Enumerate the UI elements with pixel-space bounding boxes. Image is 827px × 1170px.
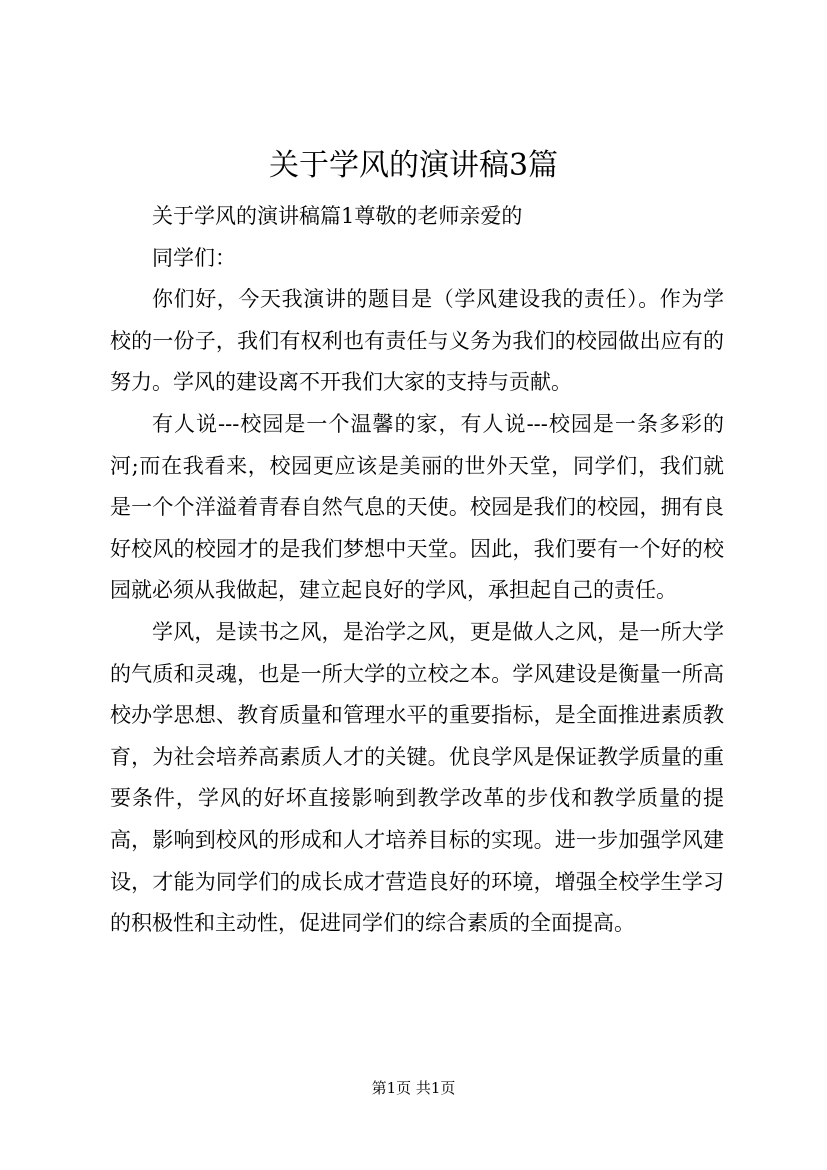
document-body	[110, 196, 724, 945]
paragraph-salutation-line-1: 关于学风的演讲稿篇1尊敬的老师亲爱的	[152, 204, 523, 228]
paragraph-campus: 有人说---校园是一个温馨的家，有人说---校园是一条多彩的河;而在我看来，校园更应该是美丽的世外天堂，同学们，我们就是一个个洋溢着青春自然气息的天使。校园是我们的校园，拥有良好校风的校园才的是我们梦想中天堂。因此，我们要有一个好的校园就必须从我做起，建立起良好的学风，承担起自己的责任。	[110, 411, 724, 603]
paragraph-study-style: 学风，是读书之风，是治学之风，更是做人之风，是一所大学的气质和灵魂，也是一所大学的立校之本。学风建设是衡量一所高校办学思想、教育质量和管理水平的重要指标，是全面推进素质教育，为社会培养高素质人才的关键。优良学风是保证教学质量的重要条件，学风的好坏直接影响到教学改革的步伐和教学质量的提高，影响到校风的形成和人才培养目标的实现。进一步加强学风建设，才能为同学们的成长成才营造良好的环境，增强全校学生学习的积极性和主动性，促进同学们的综合素质的全面提高。	[110, 619, 724, 936]
document-title: 关于学风的演讲稿3篇	[268, 148, 559, 183]
paragraph-salutation-line-2: 同学们：	[152, 245, 236, 270]
page-footer: 第1页 共1页	[371, 1079, 456, 1097]
paragraph-intro: 你们好，今天我演讲的题目是（学风建设我的责任）。作为学校的一份子，我们有权利也有责任与义务为我们的校园做出应有的努力。学风的建设离不开我们大家的支持与贡献。	[110, 287, 724, 395]
